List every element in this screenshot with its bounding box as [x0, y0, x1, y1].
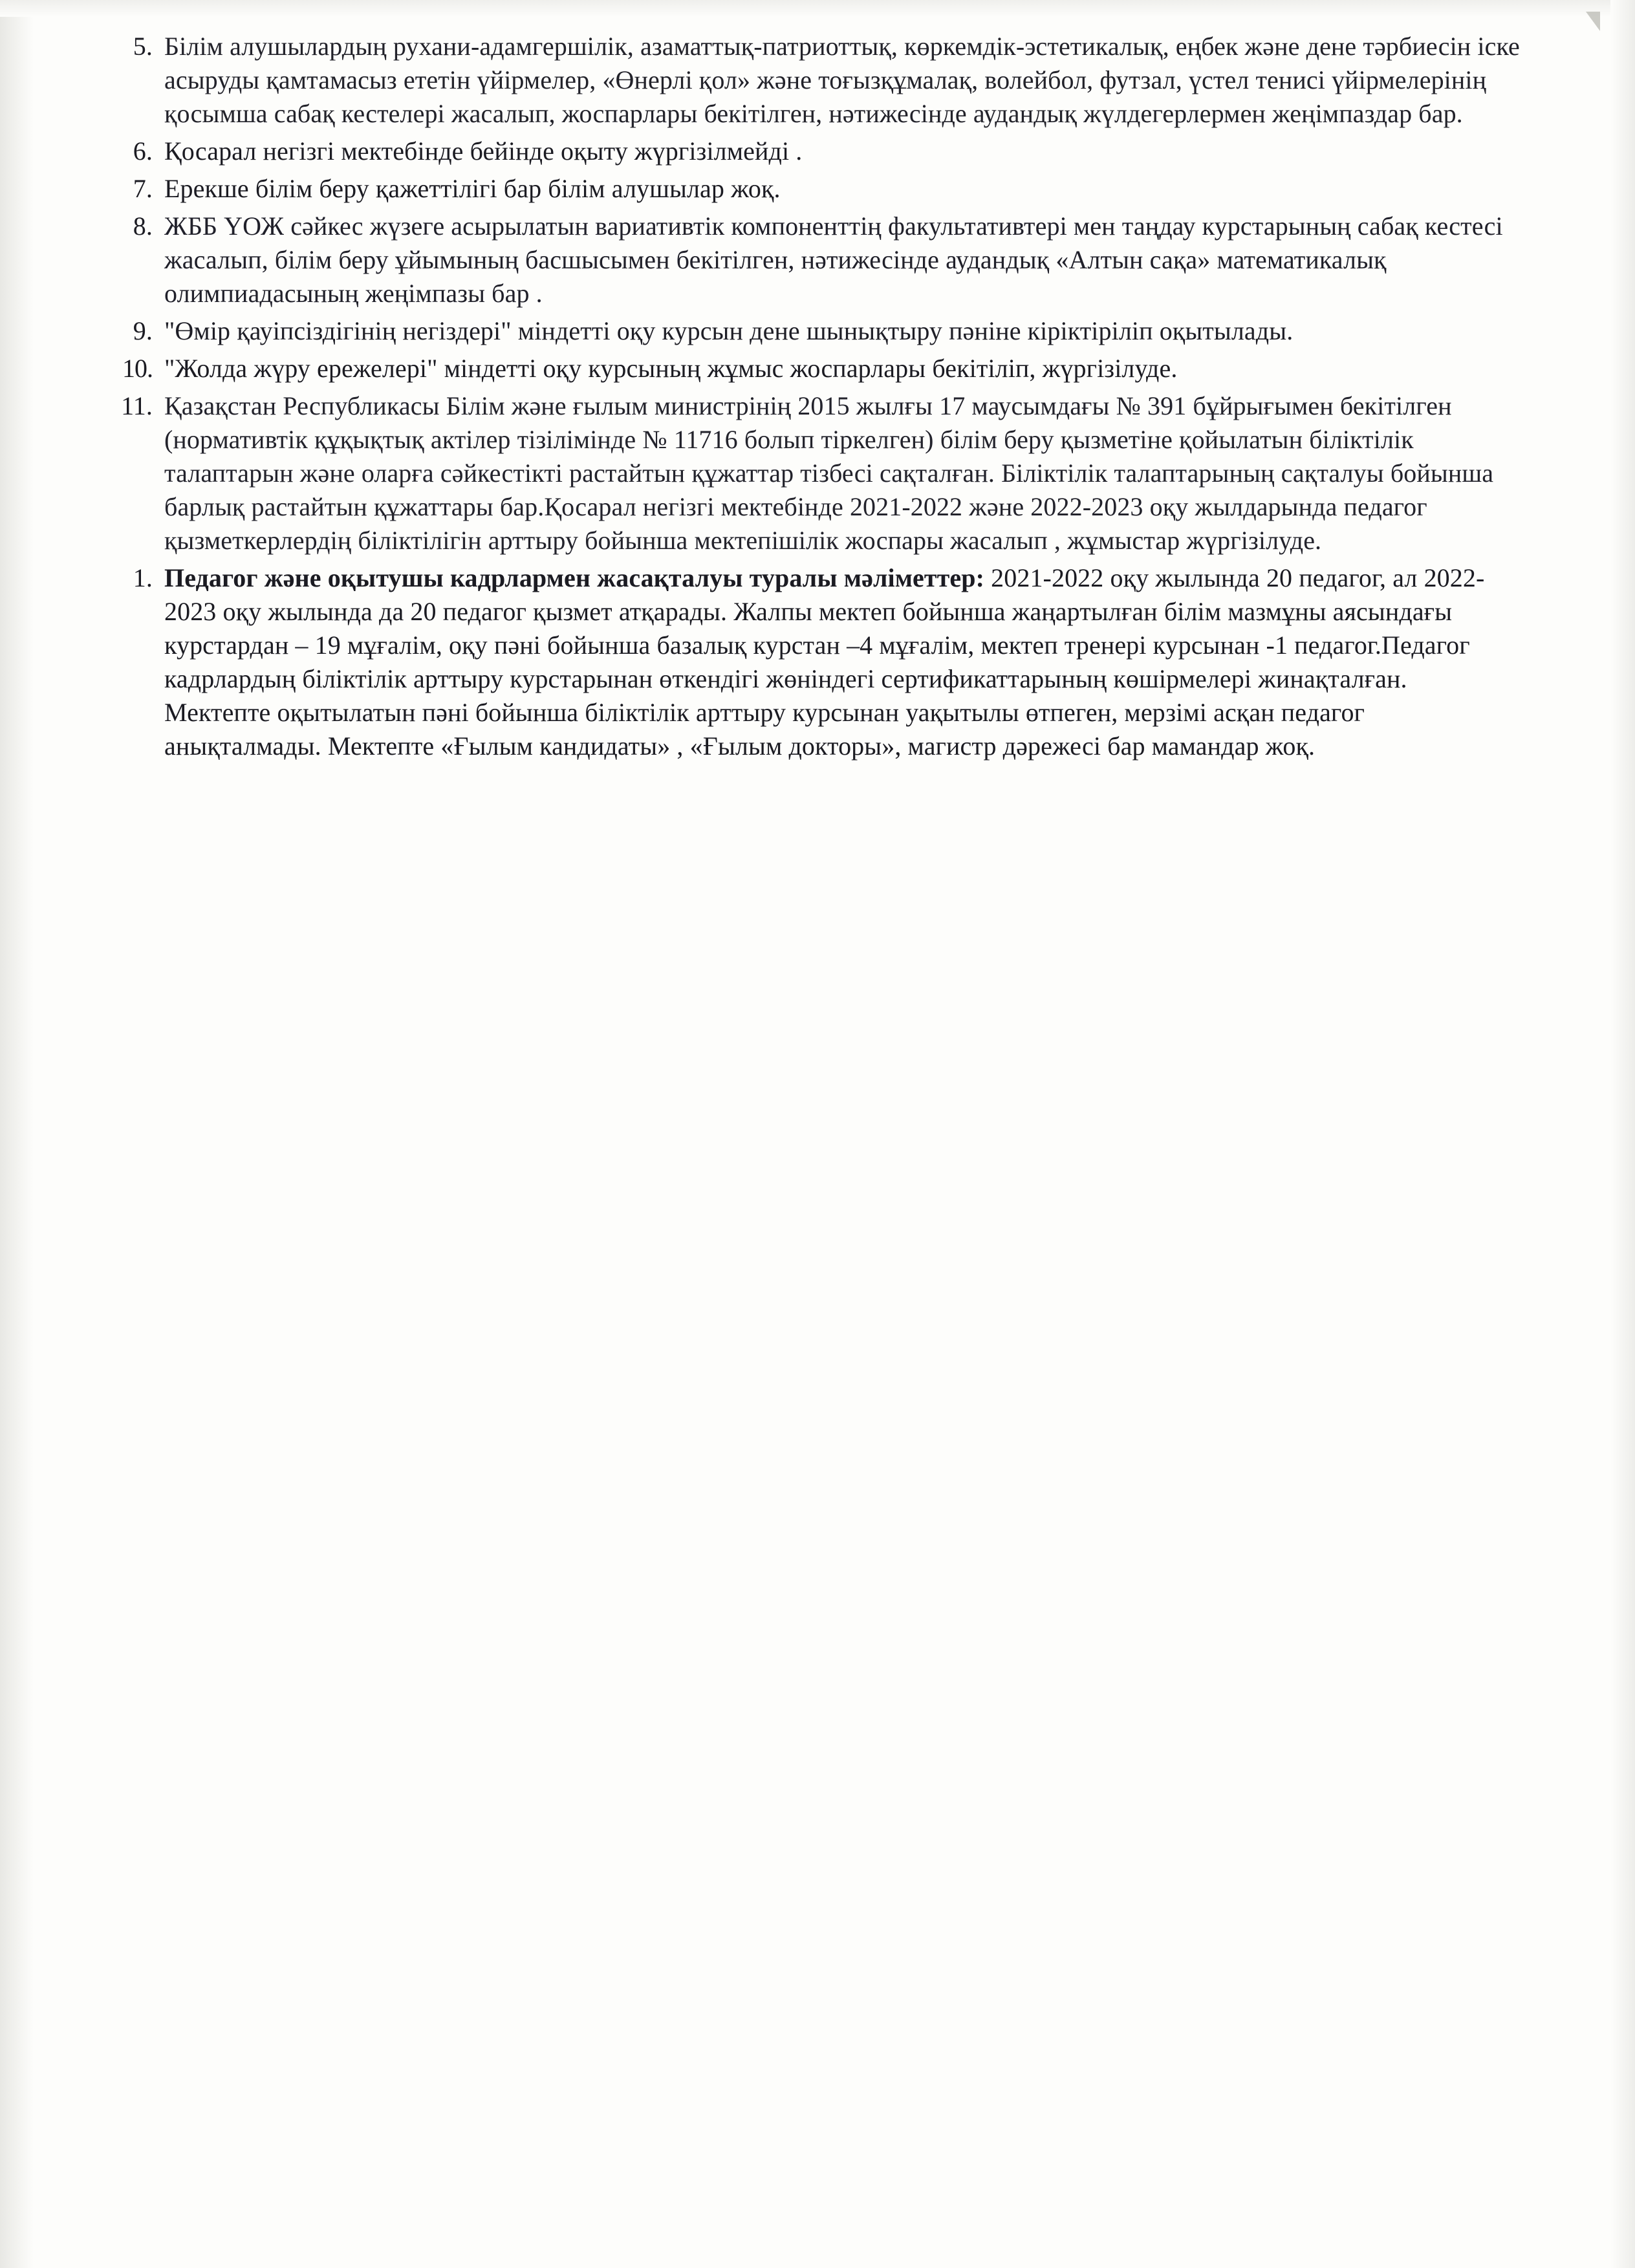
- list-item-text: Қосарал негізгі мектебінде бейінде оқыту жүргізілмейді .: [164, 136, 803, 166]
- list-item: [97, 30, 1520, 131]
- list-item-rest-text: 2021-2022 оқу жылында 20 педагог, ал 2022-2023 оқу жылында да 20 педагог қызмет атқарады. Жалпы мектеп бойынша жаңартылған білім мазмұны аясындағы курстардан – 19 мұғалім, оқу пәні бойынша базалық курстан –4 мұғалім, мектеп тренері курсынан -1 педагог.Педагог кадрлардың біліктілік арттыру курстарынан өткендігі жөніндегі сертификаттарының көшірмелері жинақталған. Мектепте оқытылатын пәні бойынша біліктілік арттыру курсынан уақытылы өтпеген, мерзімі асқан педагог анықталмады. Мектепте «Ғылым кандидаты» , «Ғылым докторы», магистр дәрежесі бар мамандар жоқ.: [164, 563, 1485, 761]
- numbered-list: [97, 30, 1520, 763]
- list-item-marker: 8.: [133, 211, 153, 241]
- list-item: [97, 389, 1520, 557]
- list-item-marker: 5.: [133, 32, 153, 61]
- list-item-marker: 9.: [133, 316, 153, 345]
- list-item-text: Ерекше білім беру қажеттілігі бар білім алушылар жоқ.: [164, 174, 781, 203]
- list-item-marker: 10.: [122, 354, 153, 383]
- scan-edge-right: [1610, 0, 1635, 2268]
- list-item-text: [164, 561, 1520, 763]
- list-item: [97, 135, 1520, 168]
- list-item-marker: 7.: [133, 174, 153, 203]
- scan-edge-left: [0, 0, 34, 2268]
- list-item: [97, 561, 1520, 763]
- list-item-text: ЖББ ҮОЖ сәйкес жүзеге асырылатын вариативтік компоненттің факультативтері мен таңдау курстарының сабақ кестесі жасалып, білім беру ұйымының басшысымен бекітілген, нәтижесінде аудандық «Алтын сақа» математикалық олимпиадасының жеңімпазы бар .: [164, 211, 1503, 308]
- list-item-bold-lead: Педагог және оқытушы кадрлармен жасақталуы туралы мәліметтер:: [164, 563, 985, 592]
- list-item: [97, 172, 1520, 206]
- page-corner-mark-icon: [1586, 12, 1600, 31]
- list-item-text: "Өмір қауіпсіздігінің негіздері" міндетті оқу курсын дене шынықтыру пәніне кіріктіріліп оқытылады.: [164, 316, 1294, 345]
- list-item-text: Білім алушылардың рухани-адамгершілік, азаматтық-патриоттық, көркемдік-эстетикалық, еңбек және дене тәрбиесін іске асыруды қамтамасыз ететін үйірмелер, «Өнерлі қол» және тоғызқұмалақ, волейбол, футзал, үстел тенисі үйірмелерінің қосымша сабақ кестелері жасалып, жоспарлары бекітілген, нәтижесінде аудандық жүлдегерлермен жеңімпаздар бар.: [164, 32, 1520, 128]
- list-item: [97, 314, 1520, 348]
- document-body: [97, 30, 1520, 767]
- list-item: [97, 352, 1520, 385]
- list-item-marker: 6.: [133, 136, 153, 166]
- list-item-text: Қазақстан Республикасы Білім және ғылым министрінің 2015 жылғы 17 маусымдағы № 391 бұйрығымен бекітілген (нормативтік құқықтық актілер тізілімінде № 11716 болып тіркелген) білім беру қызметіне қойылатын біліктілік талаптарын және оларға сәйкестікті растайтын құжаттар тізбесі сақталған. Біліктілік талаптарының сақталуы бойынша барлық растайтын құжаттары бар.Қосарал негізгі мектебінде 2021-2022 және 2022-2023 оқу жылдарында педагог қызметкерлердің біліктілігін арттыру бойынша мектепішілік жоспары жасалып , жұмыстар жүргізілуде.: [164, 391, 1494, 555]
- list-item-marker: 11.: [121, 391, 153, 420]
- scan-edge-top: [0, 0, 1635, 17]
- list-item-text: "Жолда жүру ережелері" міндетті оқу курсының жұмыс жоспарлары бекітіліп, жүргізілуде.: [164, 354, 1178, 383]
- list-item-marker: 1.: [133, 563, 153, 592]
- list-item: [97, 210, 1520, 310]
